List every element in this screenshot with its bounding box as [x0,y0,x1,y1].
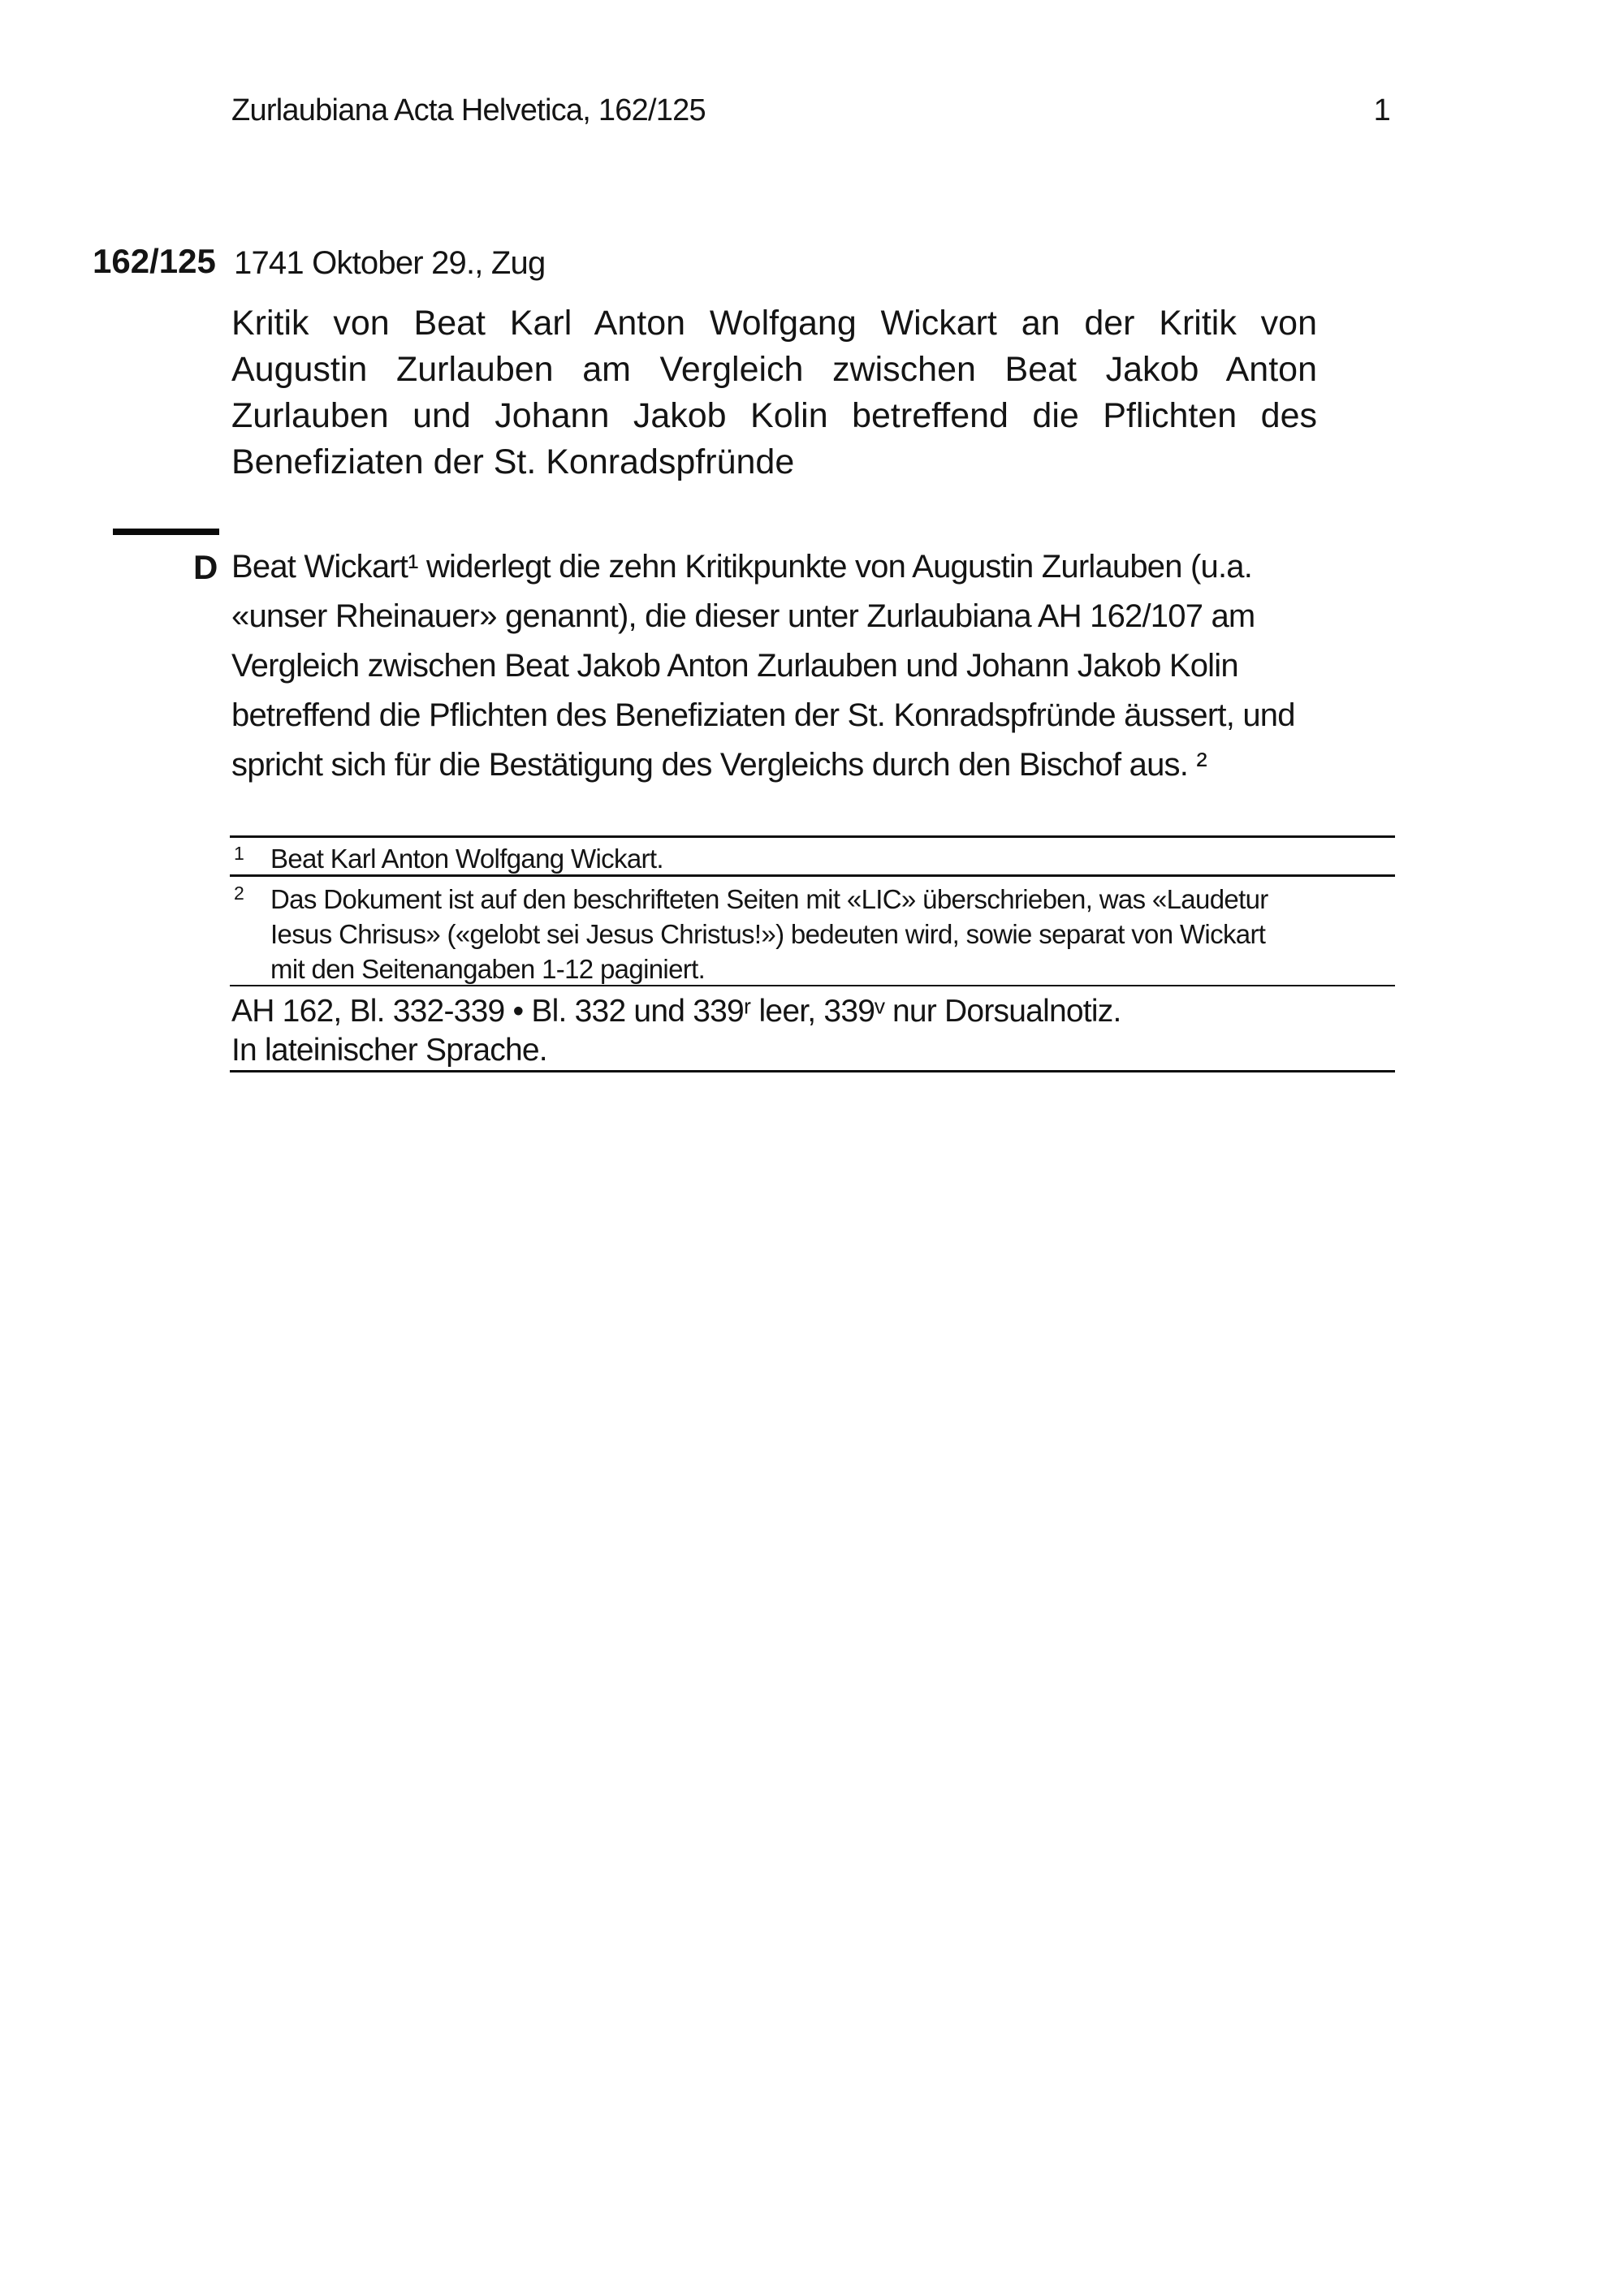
footnote-line: Das Dokument ist auf den beschrifteten Seiten mit «LIC» überschrieben, was «Laudetur [270,884,1268,914]
footnote-rule-middle [230,874,1395,877]
description-text [231,542,1449,790]
description-line: Beat Wickart¹ widerlegt die zehn Kritikpunkte von Augustin Zurlauben (u.a. [231,549,1253,585]
entry-title-line: Benefiziaten der St. Konradspfründe [231,442,795,481]
description-divider-bar [113,529,219,535]
description-line: «unser Rheinauer» genannt), die dieser unter Zurlaubiana AH 162/107 am [231,598,1255,634]
source-note-line: In lateinischer Sprache. [231,1033,547,1068]
entry-title-line: Kritik von Beat Karl Anton Wolfgang Wickart an der Kritik von [231,304,1317,343]
footnote-rule-top [230,835,1395,838]
entry-dateline: 1741 Oktober 29., Zug [234,245,546,281]
running-title: Zurlaubiana Acta Helvetica, 162/125 [231,93,706,127]
description-label: D [193,548,218,586]
description-line: spricht sich für die Bestätigung des Vergleichs durch den Bischof aus. ² [231,747,1207,783]
entry-title-line: Augustin Zurlauben am Vergleich zwischen Beat Jakob Anton [231,350,1317,389]
footnote-2-text [270,882,1399,986]
footnote-line: Beat Karl Anton Wolfgang Wickart. [270,844,663,874]
footnote-line: mit den Seitenangaben 1-12 paginiert. [270,954,706,984]
footnote-1-text [270,841,1399,877]
footnote-2-marker: 2 [234,883,244,904]
source-rule-top [230,985,1395,986]
page-header [231,93,1390,128]
entry-title-line: Zurlauben und Johann Jakob Kolin betreffend die Pflichten des [231,396,1317,435]
footnote-line: Iesus Chrisus» («gelobt sei Jesus Christus!») bedeuten wird, sowie separat von Wickart [270,919,1266,949]
entry-title [231,300,1317,486]
source-rule-bottom [230,1070,1395,1072]
entry-heading [0,244,1624,284]
source-note-line: AH 162, Bl. 332-339 • Bl. 332 und 339ʳ leer, 339ᵛ nur Dorsualnotiz. [231,994,1121,1029]
description-line: Vergleich zwischen Beat Jakob Anton Zurlauben und Johann Jakob Kolin [231,648,1238,684]
source-note [231,992,1401,1070]
page-number: 1 [1373,93,1390,127]
footnote-1-marker: 1 [234,843,244,864]
entry-number: 162/125 [93,242,216,280]
description-line: betreffend die Pflichten des Benefiziaten der St. Konradspfründe äussert, und [231,697,1295,733]
